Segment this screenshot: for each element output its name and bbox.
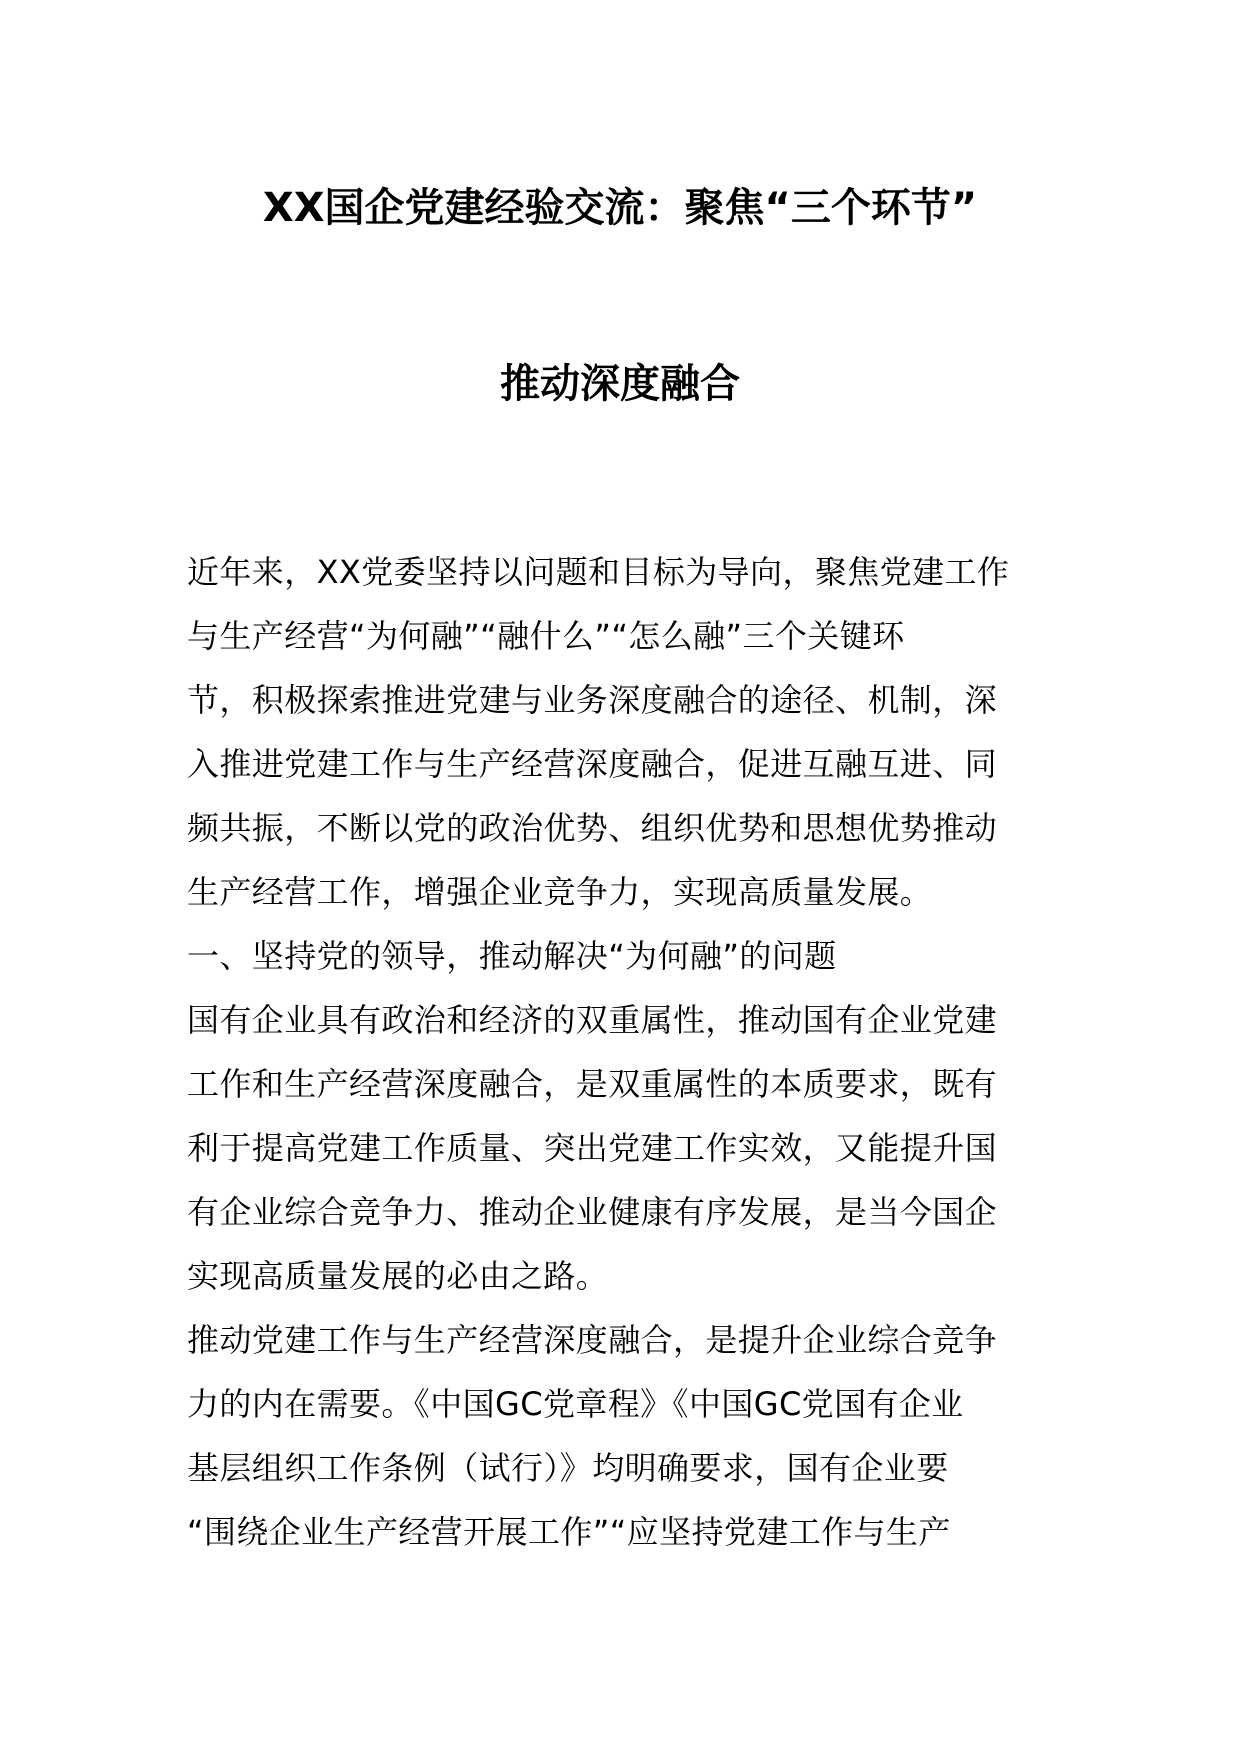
paragraph-line: 推动党建工作与生产经营深度融合，是提升企业综合竞争 xyxy=(187,1321,998,1359)
paragraph-line: 力的内在需要。《中国GC党章程》《中国GC党国有企业 xyxy=(187,1385,964,1423)
paragraph-line: 近年来，XX党委坚持以问题和目标为导向，聚焦党建工作 xyxy=(187,553,1010,591)
paragraph-line: 基层组织工作条例（试行）》均明确要求，国有企业要 xyxy=(187,1449,949,1487)
paragraph-line: 入推进党建工作与生产经营深度融合，促进互融互进、同 xyxy=(187,745,998,783)
paragraph-line: 实现高质量发展的必由之路。 xyxy=(187,1257,609,1295)
paragraph-line: 频共振，不断以党的政治优势、组织优势和思想优势推动 xyxy=(187,809,998,847)
paragraph-line: “围绕企业生产经营开展工作”“应坚持党建工作与生产 xyxy=(187,1513,951,1551)
document-title-line-1: XX国企党建经验交流：聚焦“三个环节” xyxy=(262,185,978,231)
paragraph-line: 与生产经营“为何融”“融什么”“怎么融”三个关键环 xyxy=(187,617,905,655)
paragraph-line: 工作和生产经营深度融合，是双重属性的本质要求，既有 xyxy=(187,1065,998,1103)
paragraph-line: 利于提高党建工作质量、突出党建工作实效，又能提升国 xyxy=(187,1129,998,1167)
document-title-line-2: 推动深度融合 xyxy=(500,361,740,407)
paragraph-line: 国有企业具有政治和经济的双重属性，推动国有企业党建 xyxy=(187,1001,998,1039)
paragraph-line: 有企业综合竞争力、推动企业健康有序发展，是当今国企 xyxy=(187,1193,998,1231)
section-heading: 一、坚持党的领导，推动解决“为何融”的问题 xyxy=(187,937,837,975)
paragraph-line: 生产经营工作，增强企业竞争力，实现高质量发展。 xyxy=(187,873,933,911)
paragraph-line: 节，积极探索推进党建与业务深度融合的途径、机制，深 xyxy=(187,681,998,719)
